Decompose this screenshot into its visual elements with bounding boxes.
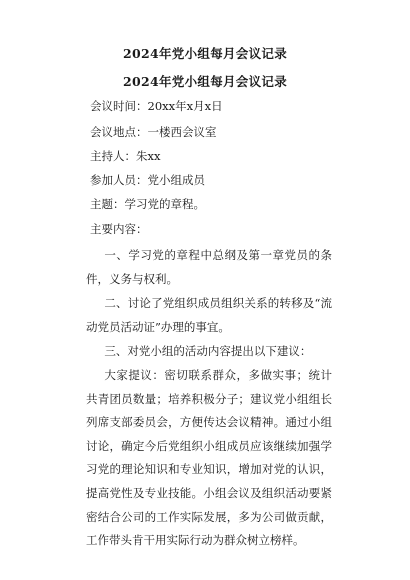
document-subtitle: 2024年党小组每月会议记录	[123, 74, 287, 89]
meeting-attendees: 参加人员：党小组成员	[90, 173, 205, 187]
content-heading: 主要内容：	[90, 222, 148, 236]
paragraph-2: 二、讨论了党组织成员组织关系的转移及“流动党员活动证”办理的事宜。	[86, 296, 332, 334]
meeting-place: 会议地点：一楼西会议室	[90, 125, 217, 139]
paragraph-4: 大家提议：密切联系群众，多做实事；统计共青团员数量；培养积极分子；建议党小组组长列席支部委员会，方便传达会议精神。通过小组讨论，确定今后党组织小组成员应该继续加强学习党的理论知识和专业知识，增加对党的认识，提高党性及专业技能。小组会议及组织活动要紧密结合公司的工作实际发展，多为公司做贡献，工作带头肯干用实际行动为群众树立榜样。	[86, 368, 332, 548]
meeting-topic: 主题：学习党的章程。	[90, 197, 205, 211]
meeting-time: 会议时间：20xx年x月x日	[90, 99, 223, 113]
document-title: 2024年党小组每月会议记录	[123, 46, 287, 61]
paragraph-1: 一、学习党的章程中总纲及第一章党员的条件，义务与权利。	[86, 248, 332, 286]
paragraph-3: 三、对党小组的活动内容提出以下建议：	[104, 344, 312, 358]
meeting-host: 主持人：朱xx	[90, 149, 161, 163]
